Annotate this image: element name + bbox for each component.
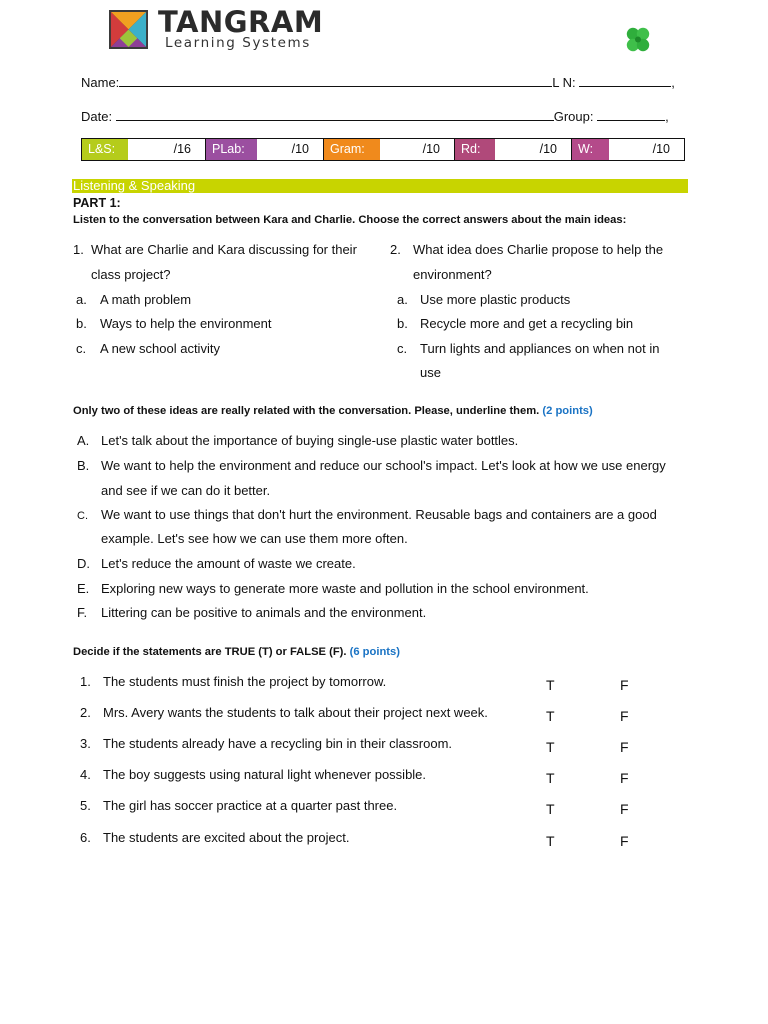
- false-option[interactable]: F: [620, 833, 629, 849]
- false-option[interactable]: F: [620, 801, 629, 817]
- false-option[interactable]: F: [620, 739, 629, 755]
- section-title-bar: [72, 179, 688, 193]
- date-row: [81, 108, 669, 125]
- score-table: [81, 138, 685, 161]
- group-field[interactable]: [597, 108, 665, 121]
- idea-d[interactable]: Let's reduce the amount of waste we create.: [101, 556, 356, 571]
- points-badge: (6 points): [349, 646, 400, 658]
- idea-f[interactable]: Littering can be positive to animals and the environment.: [101, 605, 427, 620]
- section-title: Listening & Speaking: [73, 178, 196, 193]
- tf-list: [80, 674, 640, 854]
- points-badge: (2 points): [542, 405, 593, 417]
- question-1: [73, 242, 373, 372]
- tf-instruction-text: Decide if the statements are TRUE (T) or FALSE (F).: [73, 646, 347, 658]
- tf-statement: The students already have a recycling bin in their classroom.: [103, 736, 453, 751]
- score-label-gram: Gram:: [324, 139, 380, 160]
- date-field[interactable]: [116, 108, 554, 121]
- underline-instruction: [73, 404, 593, 418]
- true-option[interactable]: T: [546, 739, 555, 755]
- comma: ,: [671, 75, 675, 90]
- underline-instruction-text: Only two of these ideas are really related with the conversation. Please, underline them.: [73, 405, 540, 417]
- tf-statement: The girl has soccer practice at a quarter past three.: [103, 798, 398, 813]
- true-option[interactable]: T: [546, 708, 555, 724]
- question-number: 2.: [390, 242, 401, 257]
- option-letter: a.: [76, 292, 87, 307]
- score-value-w[interactable]: /10: [609, 139, 684, 160]
- idea-letter: E.: [77, 581, 90, 596]
- idea-b[interactable]: We want to help the environment and reduce our school's impact. Let's look at how we use energy: [101, 458, 666, 473]
- score-value-plab[interactable]: /10: [257, 139, 324, 160]
- question-text: What idea does Charlie propose to help the: [413, 242, 664, 257]
- tf-number: 5.: [80, 798, 91, 813]
- true-option[interactable]: T: [546, 770, 555, 786]
- option-c[interactable]: Turn lights and appliances on when not in: [420, 341, 660, 356]
- question-2: [390, 242, 690, 382]
- true-option[interactable]: T: [546, 677, 555, 693]
- ideas-list: [77, 433, 689, 623]
- option-a[interactable]: Use more plastic products: [420, 292, 571, 307]
- ln-label: L N:: [552, 75, 576, 90]
- tf-number: 3.: [80, 736, 91, 751]
- false-option[interactable]: F: [620, 770, 629, 786]
- name-field[interactable]: [119, 74, 552, 87]
- false-option[interactable]: F: [620, 677, 629, 693]
- idea-letter: D.: [77, 556, 90, 571]
- tf-statement: The students are excited about the project.: [103, 830, 350, 845]
- score-value-gram[interactable]: /10: [380, 139, 455, 160]
- score-label-w: W:: [572, 139, 609, 160]
- option-letter: b.: [76, 316, 87, 331]
- name-label: Name:: [81, 75, 120, 90]
- option-b[interactable]: Ways to help the environment: [100, 316, 272, 331]
- option-a[interactable]: A math problem: [100, 292, 192, 307]
- group-label: Group:: [553, 109, 594, 124]
- option-letter: c.: [76, 341, 87, 356]
- idea-c[interactable]: We want to use things that don't hurt the environment. Reusable bags and containers are a good: [101, 507, 657, 522]
- tf-instruction: [73, 645, 400, 659]
- score-label-plab: PLab:: [206, 139, 257, 160]
- part-instruction: Listen to the conversation between Kara and Charlie. Choose the correct answers about the main ideas:: [73, 214, 627, 226]
- true-option[interactable]: T: [546, 801, 555, 817]
- tangram-logo-icon: [109, 10, 148, 49]
- brand-subtitle: Learning Systems: [165, 35, 311, 51]
- idea-letter: B.: [77, 458, 90, 473]
- option-c[interactable]: A new school activity: [100, 341, 220, 356]
- option-b[interactable]: Recycle more and get a recycling bin: [420, 316, 634, 331]
- tf-statement: The boy suggests using natural light whenever possible.: [103, 767, 427, 782]
- idea-b-cont[interactable]: and see if we can do it better.: [101, 483, 271, 498]
- part-heading: PART 1:: [73, 196, 121, 210]
- question-number: 1.: [73, 242, 84, 257]
- idea-e[interactable]: Exploring new ways to generate more waste and pollution in the school environment.: [101, 581, 589, 596]
- brand-name: TANGRAM: [158, 5, 324, 39]
- tf-number: 2.: [80, 705, 91, 720]
- score-label-ls: L&S:: [82, 139, 128, 160]
- idea-letter: F.: [77, 605, 88, 620]
- false-option[interactable]: F: [620, 708, 629, 724]
- tf-number: 4.: [80, 767, 91, 782]
- tf-number: 6.: [80, 830, 91, 845]
- true-option[interactable]: T: [546, 833, 555, 849]
- question-text-cont: environment?: [413, 267, 492, 282]
- option-letter: a.: [397, 292, 408, 307]
- ln-field[interactable]: [579, 74, 671, 87]
- tf-statement: Mrs. Avery wants the students to talk about their project next week.: [103, 705, 488, 720]
- idea-c-cont[interactable]: example. Let's see how we can use them more often.: [101, 531, 408, 546]
- name-row: [81, 74, 675, 91]
- four-leaf-clover-icon: [622, 24, 654, 56]
- idea-letter: C.: [77, 510, 88, 522]
- idea-letter: A.: [77, 433, 90, 448]
- option-c-cont[interactable]: use: [420, 365, 441, 380]
- question-text: What are Charlie and Kara discussing for their: [91, 242, 357, 257]
- question-text-cont: class project?: [91, 267, 171, 282]
- tf-number: 1.: [80, 674, 91, 689]
- score-value-ls[interactable]: /16: [128, 139, 206, 160]
- date-label: Date:: [81, 109, 113, 124]
- comma: ,: [665, 109, 669, 124]
- option-letter: b.: [397, 316, 408, 331]
- score-value-rd[interactable]: /10: [495, 139, 572, 160]
- score-label-rd: Rd:: [455, 139, 495, 160]
- idea-a[interactable]: Let's talk about the importance of buying single-use plastic water bottles.: [101, 433, 519, 448]
- tf-statement: The students must finish the project by tomorrow.: [103, 674, 387, 689]
- option-letter: c.: [397, 341, 408, 356]
